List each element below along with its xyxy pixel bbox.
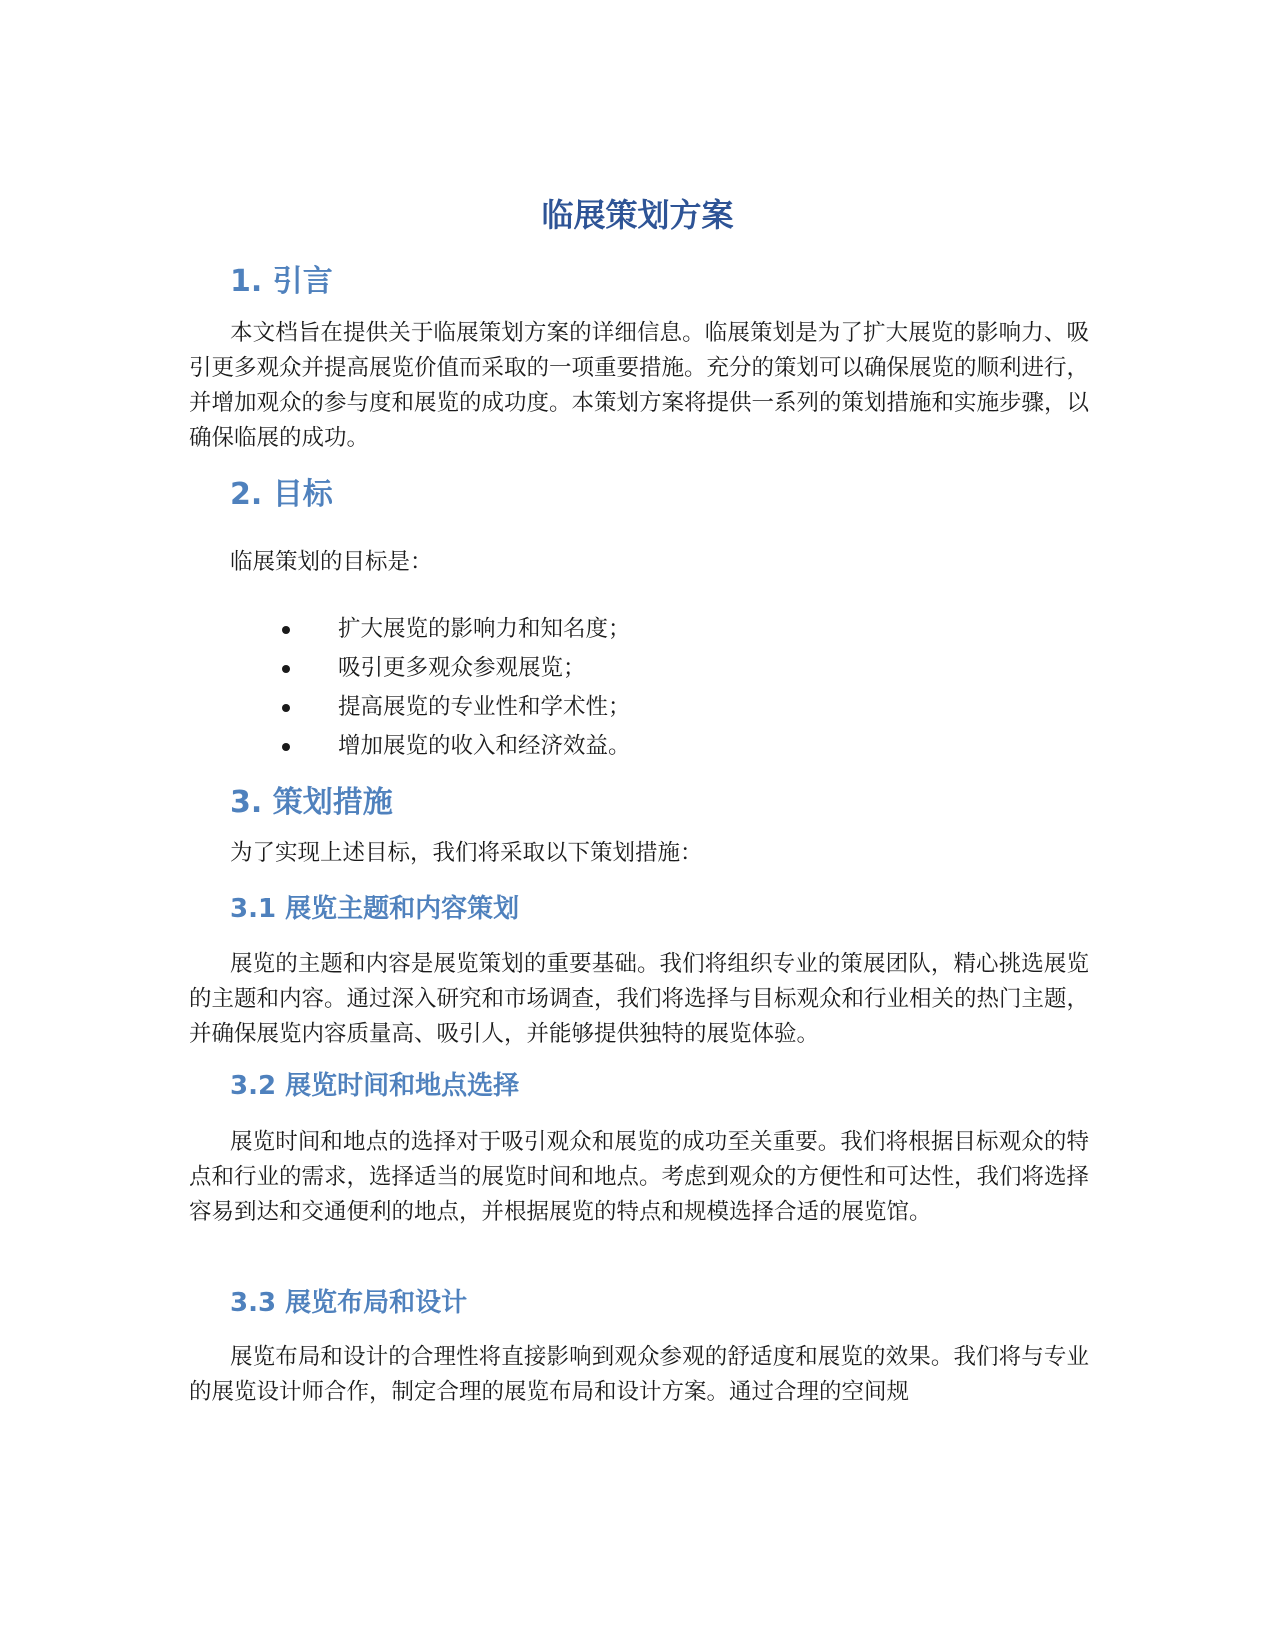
layout-design-paragraph: 展览布局和设计的合理性将直接影响到观众参观的舒适度和展览的效果。我们将与专业的展览设计师合作，制定合理的展览布局和设计方案。通过合理的空间规 [189, 1344, 1089, 1405]
subsection-heading-layout-design: 3.3 展览布局和设计 [230, 1288, 468, 1318]
list-item-text: 吸引更多观众参观展览； [338, 655, 586, 681]
bullet-icon [282, 743, 290, 751]
bullet-icon [282, 704, 290, 712]
goals-lead-text: 临展策划的目标是： [230, 549, 433, 575]
measures-lead-text: 为了实现上述目标，我们将采取以下策划措施： [230, 840, 703, 866]
bullet-icon [282, 665, 290, 673]
subsection-heading-theme-content: 3.1 展览主题和内容策划 [230, 894, 520, 924]
bullet-icon [282, 626, 290, 634]
document-title: 临展策划方案 [541, 196, 734, 234]
theme-content-paragraph: 展览的主题和内容是展览策划的重要基础。我们将组织专业的策展团队，精心挑选展览的主题和内容。通过深入研究和市场调查，我们将选择与目标观众和行业相关的热门主题，并确保展览内容质量高、吸引人，并能够提供独特的展览体验。 [189, 951, 1090, 1047]
section-heading-goals: 2. 目标 [230, 477, 333, 512]
section-heading-introduction: 1. 引言 [230, 264, 333, 299]
list-item-text: 增加展览的收入和经济效益。 [338, 733, 631, 759]
time-venue-paragraph: 展览时间和地点的选择对于吸引观众和展览的成功至关重要。我们将根据目标观众的特点和行业的需求，选择适当的展览时间和地点。考虑到观众的方便性和可达性，我们将选择容易到达和交通便利的地点，并根据展览的特点和规模选择合适的展览馆。 [189, 1129, 1090, 1225]
subsection-heading-time-venue: 3.2 展览时间和地点选择 [230, 1071, 520, 1101]
list-item-text: 提高展览的专业性和学术性； [338, 694, 631, 720]
list-item-text: 扩大展览的影响力和知名度； [338, 616, 631, 642]
section-heading-measures: 3. 策划措施 [230, 785, 393, 820]
introduction-paragraph: 本文档旨在提供关于临展策划方案的详细信息。临展策划是为了扩大展览的影响力、吸引更多观众并提高展览价值而采取的一项重要措施。充分的策划可以确保展览的顺利进行，并增加观众的参与度和展览的成功度。本策划方案将提供一系列的策划措施和实施步骤，以确保临展的成功。 [189, 320, 1090, 451]
